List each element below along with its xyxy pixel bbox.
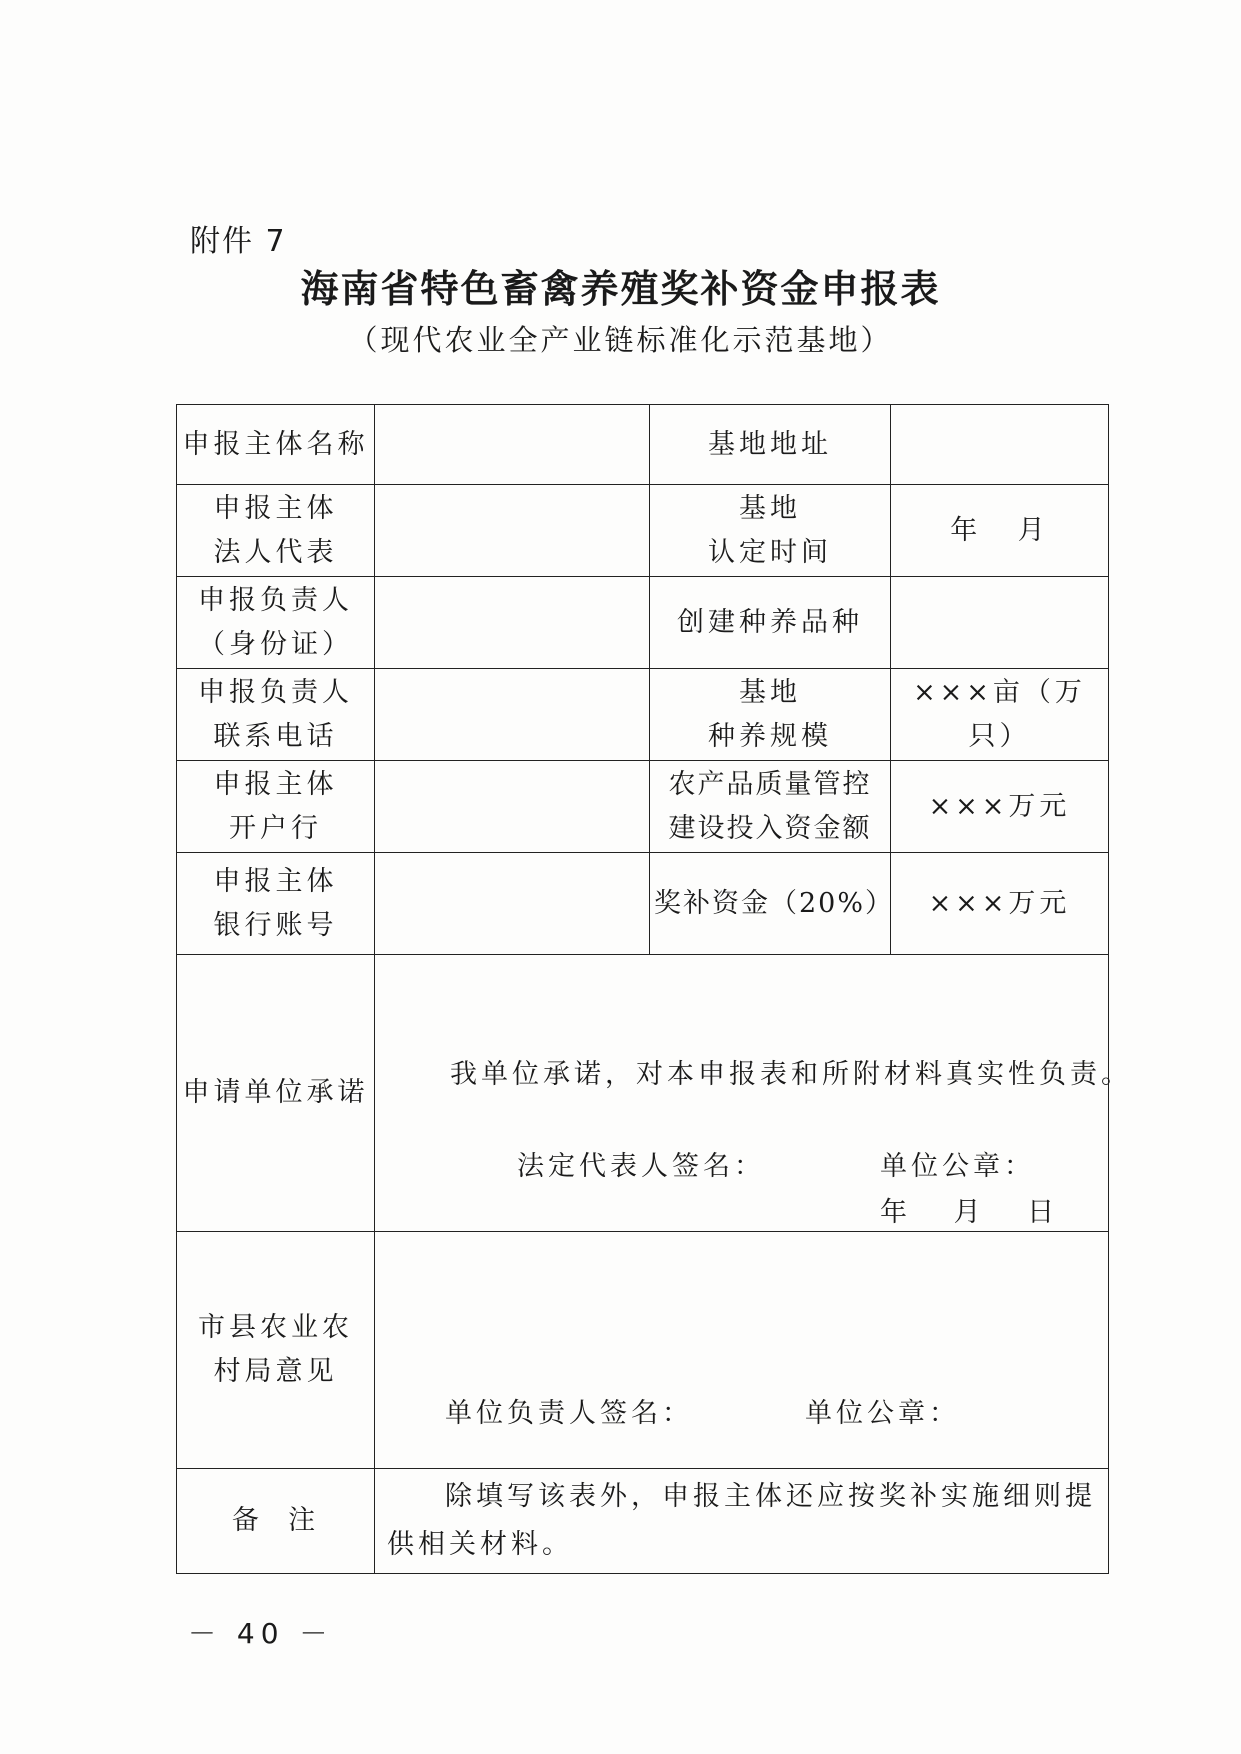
subsidy-amount-label: 奖补资金（20%） [650,853,891,955]
pledge-date: 年 月 日 [880,1197,1059,1228]
quality-investment-label: 农产品质量管控 建设投入资金额 [650,761,891,853]
base-scale-field[interactable]: ×××亩（万 只） [891,669,1109,761]
subsidy-amount-field[interactable]: ×××万元 [891,853,1109,955]
pledge-cell[interactable] [375,955,1132,1232]
form-subtitle: （现代农业全产业链标准化示范基地） [348,323,893,357]
pledge-label: 申请单位承诺 [177,955,375,1232]
form-title: 海南省特色畜禽养殖奖补资金申报表 [300,266,941,311]
legal-rep-signature-label: 法定代表人签名： [517,1151,765,1182]
certification-time-label: 基地 认定时间 [650,485,891,577]
remark-text: 除填写该表外，申报主体还应按奖补实施细则提供相关材料。 [375,1469,1109,1574]
attachment-label: 附件 7 [190,224,287,259]
certification-time-field[interactable]: 年 月 [891,485,1109,577]
table-row [177,853,1109,955]
contact-phone-label: 申报负责人 联系电话 [177,669,375,761]
table-row [177,669,1109,761]
unit-head-signature-label: 单位负责人签名： [445,1398,693,1429]
remark-label: 备 注 [177,1469,375,1574]
responsible-person-label: 申报负责人 （身份证） [177,577,375,669]
bank-account-label: 申报主体 银行账号 [177,853,375,955]
entity-name-label: 申报主体名称 [177,405,375,485]
legal-representative-label: 申报主体 法人代表 [177,485,375,577]
table-row [177,955,1109,1232]
pledge-text: 我单位承诺，对本申报表和所附材料真实性负责。 [450,1059,1132,1090]
application-form-table [176,404,1132,1574]
agency-opinion-cell[interactable] [375,1232,1109,1469]
agency-seal-label: 单位公章： [805,1398,960,1429]
bank-name-label: 申报主体 开户行 [177,761,375,853]
page-number: － 40 － [188,1617,334,1650]
breed-variety-label: 创建种养品种 [650,577,891,669]
base-address-field[interactable] [891,405,1109,485]
agency-opinion-label: 市县农业农 村局意见 [177,1232,375,1469]
table-row [177,405,1109,485]
legal-representative-field[interactable] [375,485,650,577]
bank-name-field[interactable] [375,761,650,853]
table-row [177,1232,1109,1469]
base-scale-label: 基地 种养规模 [650,669,891,761]
breed-variety-field[interactable] [891,577,1109,669]
table-row [177,577,1109,669]
entity-name-field[interactable] [375,405,650,485]
table-row [177,1469,1109,1574]
table-row [177,485,1109,577]
bank-account-field[interactable] [375,853,650,955]
table-row [177,761,1109,853]
responsible-person-field[interactable] [375,577,650,669]
quality-investment-field[interactable]: ×××万元 [891,761,1109,853]
base-address-label: 基地地址 [650,405,891,485]
contact-phone-field[interactable] [375,669,650,761]
unit-seal-label: 单位公章： [880,1151,1035,1182]
